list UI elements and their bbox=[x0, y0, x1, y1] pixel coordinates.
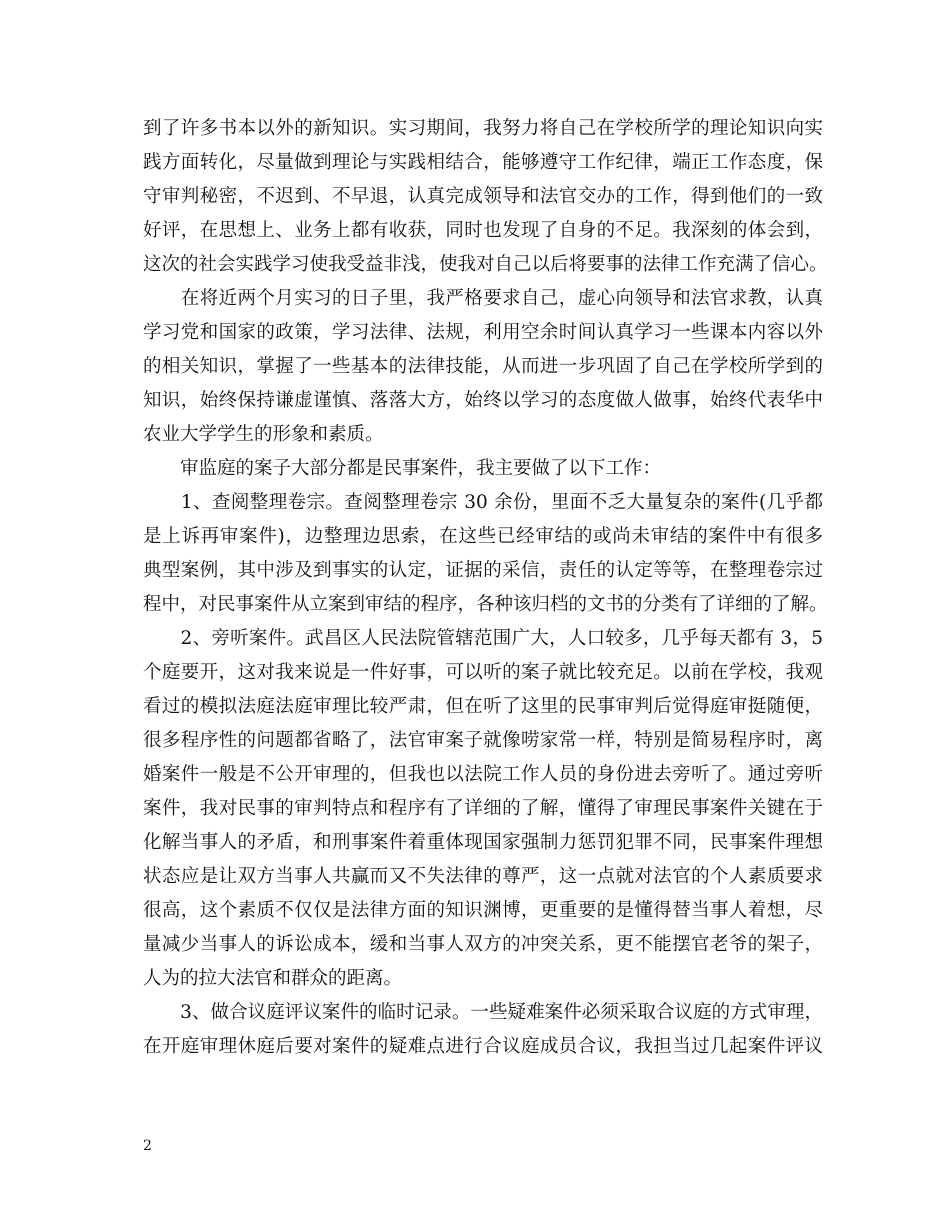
text-line: 在开庭审理休庭后要对案件的疑难点进行合议庭成员合议，我担当过几起案件评议 bbox=[143, 1036, 823, 1057]
text-line: 好评，在思想上、业务上都有收获，同时也发现了自身的不足。我深刻的体会到， bbox=[143, 220, 823, 241]
text-line: 状态应是让双方当事人共赢而又不失法律的尊严，这一点就对法官的个人素质要求 bbox=[143, 866, 823, 887]
page-number: 2 bbox=[143, 1138, 152, 1154]
text-line: 2、旁听案件。武昌区人民法院管辖范围广大，人口较多，几乎每天都有 3，5 bbox=[143, 628, 823, 649]
text-line: 化解当事人的矛盾，和刑事案件着重体现国家强制力惩罚犯罪不同，民事案件理想 bbox=[143, 832, 823, 853]
text-line: 婚案件一般是不公开审理的，但我也以法院工作人员的身份进去旁听了。通过旁听 bbox=[143, 764, 823, 785]
document-body bbox=[143, 112, 828, 1064]
text-line: 守审判秘密，不迟到、不早退，认真完成领导和法官交办的工作，得到他们的一致 bbox=[143, 186, 823, 207]
text-line: 践方面转化，尽量做到理论与实践相结合，能够遵守工作纪律，端正工作态度，保 bbox=[143, 152, 823, 173]
text-line: 1、查阅整理卷宗。查阅整理卷宗 30 余份，里面不乏大量复杂的案件(几乎都 bbox=[143, 492, 823, 513]
text-line: 程中，对民事案件从立案到审结的程序，各种该归档的文书的分类有了详细的了解。 bbox=[143, 594, 828, 615]
text-line: 案件，我对民事的审判特点和程序有了详细的了解，懂得了审理民事案件关键在于 bbox=[143, 798, 823, 819]
text-line: 学习党和国家的政策，学习法律、法规，利用空余时间认真学习一些课本内容以外 bbox=[143, 322, 823, 343]
text-line: 是上诉再审案件)，边整理边思索，在这些已经审结的或尚未审结的案件中有很多 bbox=[143, 526, 823, 547]
text-line: 人为的拉大法官和群众的距离。 bbox=[143, 968, 403, 989]
text-line: 农业大学学生的形象和素质。 bbox=[143, 424, 384, 445]
text-line: 量减少当事人的诉讼成本，缓和当事人双方的冲突关系，更不能摆官老爷的架子， bbox=[143, 934, 823, 955]
text-line: 很多程序性的问题都省略了，法官审案子就像唠家常一样，特别是简易程序时，离 bbox=[143, 730, 823, 751]
text-line: 的相关知识，掌握了一些基本的法律技能，从而进一步巩固了自己在学校所学到的 bbox=[143, 356, 823, 377]
text-line: 到了许多书本以外的新知识。实习期间，我努力将自己在学校所学的理论知识向实 bbox=[143, 118, 823, 139]
text-line: 在将近两个月实习的日子里，我严格要求自己，虚心向领导和法官求教，认真 bbox=[143, 288, 823, 309]
text-line: 3、做合议庭评议案件的临时记录。一些疑难案件必须采取合议庭的方式审理， bbox=[143, 1002, 823, 1023]
text-line: 典型案例，其中涉及到事实的认定，证据的采信，责任的认定等等，在整理卷宗过 bbox=[143, 560, 823, 581]
text-line: 看过的模拟法庭法庭审理比较严肃，但在听了这里的民事审判后觉得庭审挺随便， bbox=[143, 696, 823, 717]
text-line: 很高，这个素质不仅仅是法律方面的知识渊博，更重要的是懂得替当事人着想，尽 bbox=[143, 900, 823, 921]
text-line: 这次的社会实践学习使我受益非浅，使我对自己以后将要事的法律工作充满了信心。 bbox=[143, 254, 828, 275]
text-line: 个庭要开，这对我来说是一件好事，可以听的案子就比较充足。以前在学校，我观 bbox=[143, 662, 823, 683]
text-line: 审监庭的案子大部分都是民事案件，我主要做了以下工作： bbox=[143, 458, 662, 479]
text-line: 知识，始终保持谦虚谨慎、落落大方，始终以学习的态度做人做事，始终代表华中 bbox=[143, 390, 823, 411]
